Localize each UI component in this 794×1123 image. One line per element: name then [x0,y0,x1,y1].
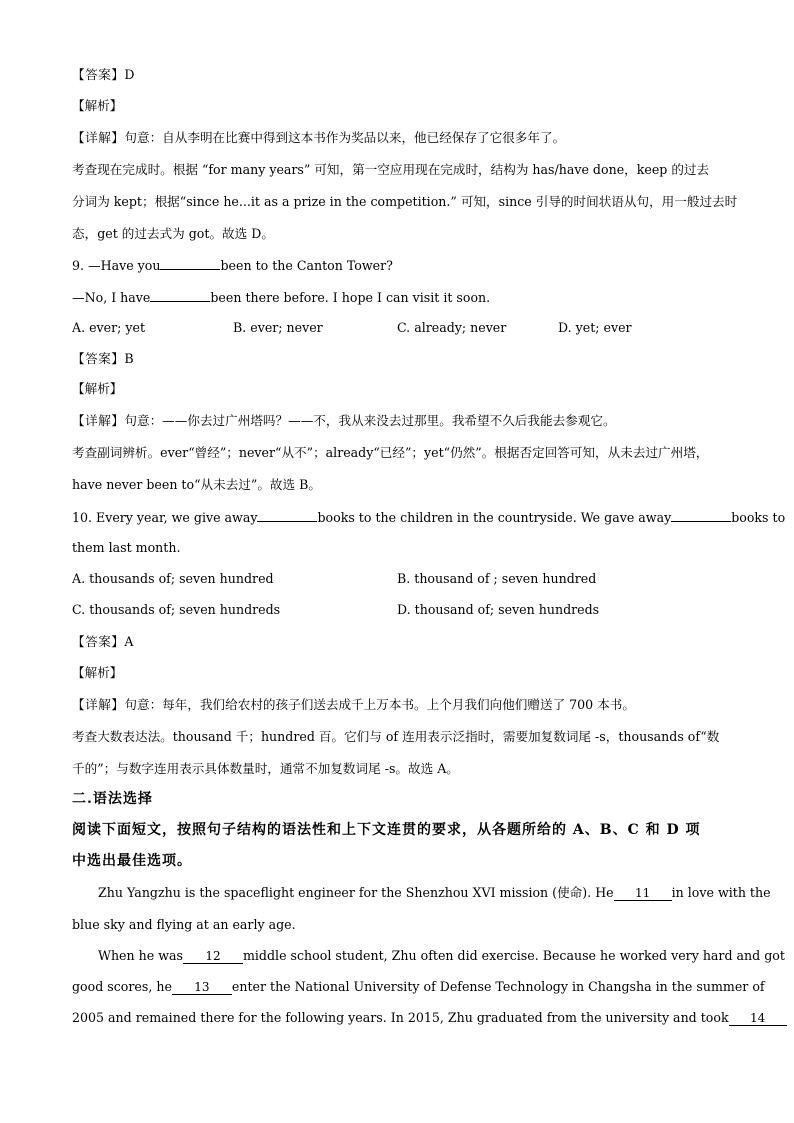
detail-text: 分词为 kept；根据“since he...it as a prize in the competition.” 可知，since 引导的时间状语从句，用一般过去时 [72,194,738,209]
question-text: them last month. [72,540,181,555]
answer-tag: 【答案】 [72,351,125,366]
detail-tag: 【详解】 [72,130,125,145]
option-c[interactable]: C. already; never [397,320,507,335]
question-9-line-1 [72,256,722,275]
detail-text: 千的”；与数字连用表示具体数量时，通常不加复数词尾 -s。故选 A。 [72,761,459,776]
detail-line [72,696,722,714]
detail-text: 考查现在完成时。根据 “for many years” 可知，第一空应用现在完成时，结构为 has/have done，keep 的过去 [72,162,710,177]
section-instruction: 中选出最佳选项。 [72,853,192,869]
passage-text: good scores, he [72,979,172,994]
answer-blank[interactable] [150,288,210,302]
passage-text: Zhu Yangzhu is the spaceflight engineer for the Shenzhou XVI mission (使命). He [98,885,614,900]
option-a[interactable]: A. thousands of; seven hundred [72,571,274,586]
passage-line [72,1009,766,1027]
question-text: 9. —Have you [72,258,161,273]
answer-tag: 【答案】 [72,634,125,649]
analysis-tag: 【解析】 [72,381,123,396]
detail-text: 句意：每年，我们给农村的孩子们送去成千上万本书。上个月我们向他们赠送了 700 本书。 [124,697,635,712]
answer-blank[interactable] [257,508,317,522]
answer-blank-14[interactable]: 14 [729,1012,787,1026]
option-b[interactable]: B. ever; never [233,320,323,335]
option-d[interactable]: D. yet; ever [558,320,632,335]
section-instruction: 阅读下面短文，按照句子结构的语法性和上下文连贯的要求，从各题所给的 A、B、C 和 D 项 [72,822,701,838]
passage-text: middle school student, Zhu often did exercise. Because he worked very hard and got [242,948,785,963]
detail-text: 考查副词辨析。ever“曾经”；never“从不”；already“已经”；yet“仍然”。根据否定回答可知，从未去过广州塔， [72,445,709,460]
detail-line [72,412,722,430]
question-text: been to the Canton Tower? [220,258,393,273]
passage-text: in love with the [671,885,771,900]
option-b[interactable]: B. thousand of ; seven hundred [397,571,597,586]
passage-text: enter the National University of Defense Technology in Changsha in the summer of [231,979,765,994]
answer-line [72,633,722,651]
answer-line [72,66,722,84]
question-9-line-2 [72,288,722,307]
analysis-tag: 【解析】 [72,98,123,113]
answer-blank-13[interactable]: 13 [172,981,232,995]
answer-blank-12[interactable]: 12 [183,950,243,964]
passage-line [98,884,771,902]
passage-text: When he was [98,948,183,963]
detail-text: have never been to“从未去过”。故选 B。 [72,477,321,492]
answer-value: B [124,351,134,366]
answer-value: D [124,67,135,82]
question-text: 10. Every year, we give away [72,510,258,525]
question-10-line-1 [72,508,786,527]
option-c[interactable]: C. thousands of; seven hundreds [72,602,281,617]
section-heading: 二.语法选择 [72,791,153,807]
question-text: books to [731,510,786,525]
detail-line [72,129,722,147]
answer-value: A [124,634,134,649]
detail-text: 句意：自从李明在比赛中得到这本书作为奖品以来，他已经保存了它很多年了。 [124,130,566,145]
detail-text: 考查大数表达法。thousand 千；hundred 百。它们与 of 连用表示泛指时，需要加复数词尾 -s，thousands of“数 [72,729,720,744]
passage-line [72,978,765,996]
answer-tag: 【答案】 [72,67,125,82]
answer-blank[interactable] [160,256,220,270]
passage-line [98,947,785,965]
answer-line [72,350,722,368]
detail-text: 态，get 的过去式为 got。故选 D。 [72,226,274,241]
question-text: books to the children in the countryside. We gave away [317,510,672,525]
question-text: —No, I have [72,290,151,305]
option-d[interactable]: D. thousand of; seven hundreds [397,602,600,617]
answer-blank-11[interactable]: 11 [614,887,672,901]
passage-line: blue sky and flying at an early age. [72,917,296,932]
passage-text: 2005 and remained there for the following years. In 2015, Zhu graduated from the university and took [72,1010,729,1025]
analysis-tag: 【解析】 [72,665,123,680]
detail-tag: 【详解】 [72,697,125,712]
detail-tag: 【详解】 [72,413,125,428]
option-a[interactable]: A. ever; yet [72,320,146,335]
question-text: been there before. I hope I can visit it soon. [210,290,491,305]
detail-text: 句意：——你去过广州塔吗？——不，我从来没去过那里。我希望不久后我能去参观它。 [124,413,616,428]
answer-blank[interactable] [671,508,731,522]
